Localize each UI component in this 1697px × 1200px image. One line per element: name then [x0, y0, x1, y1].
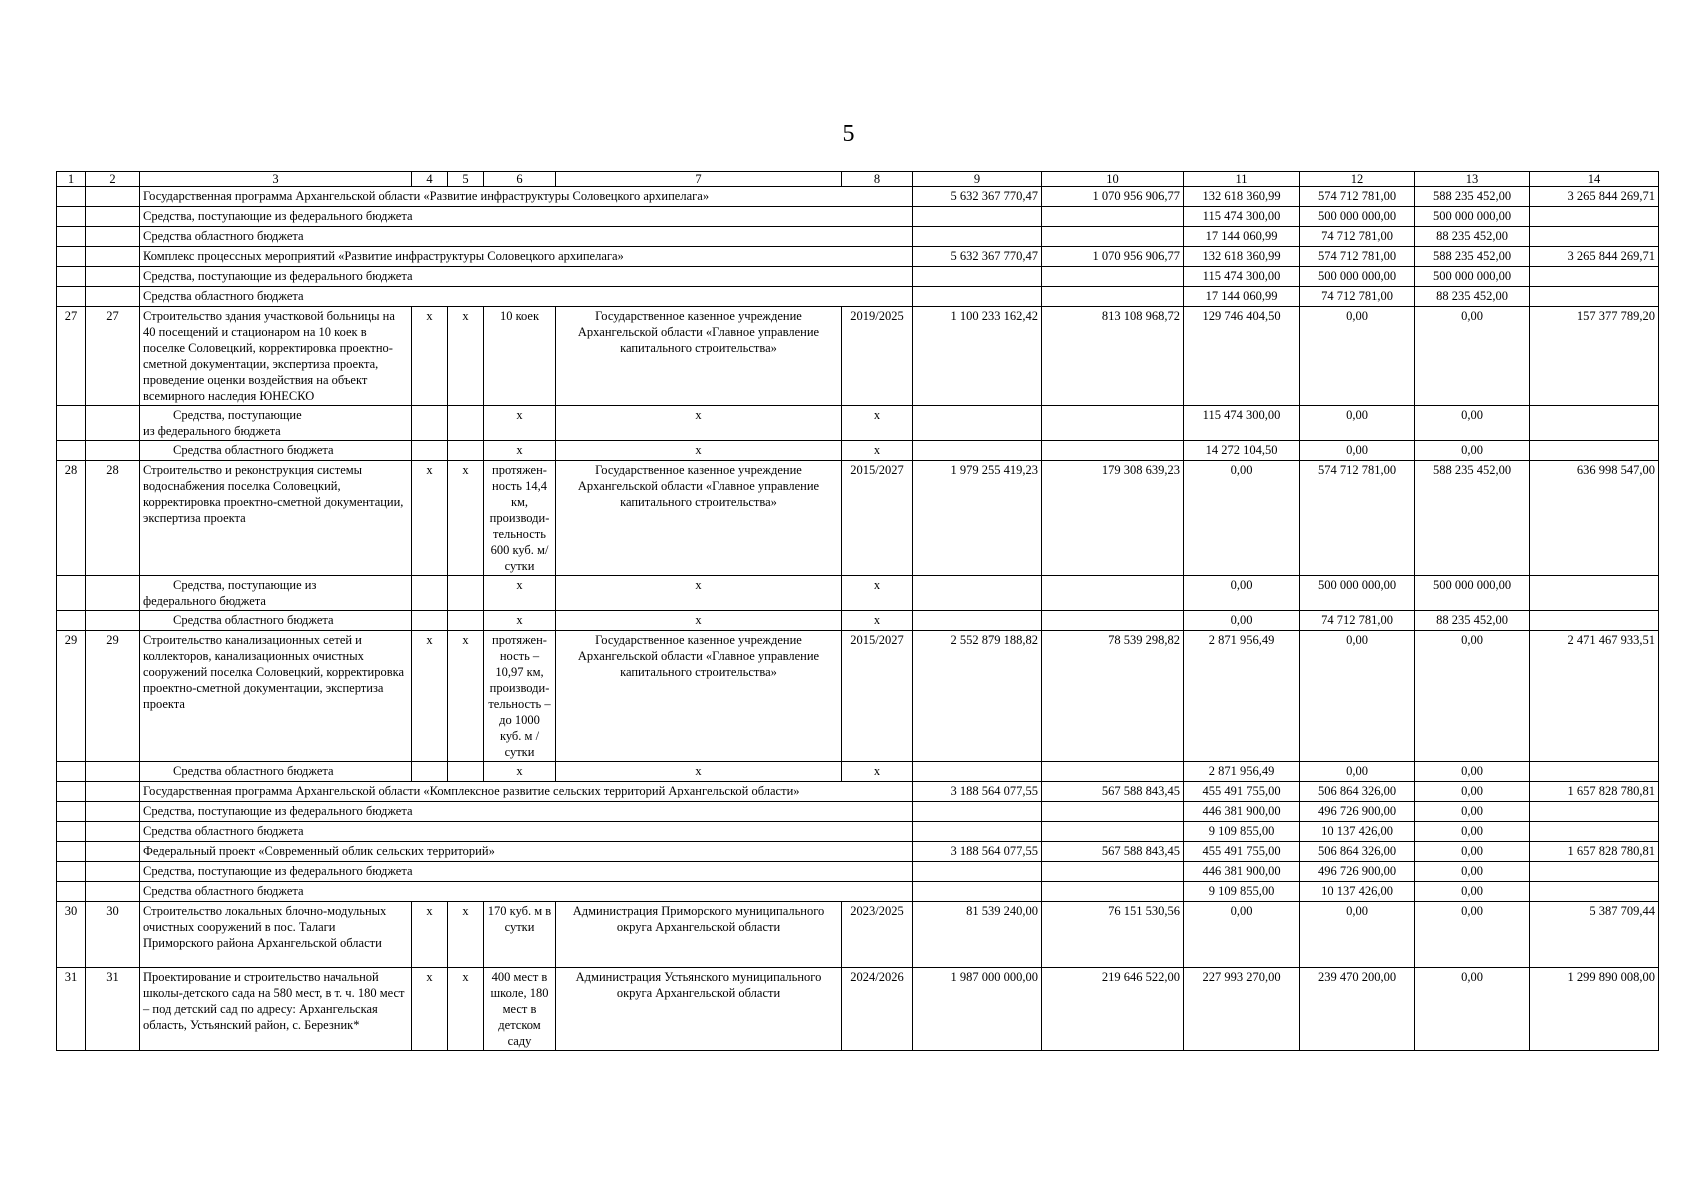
amount-cell: 14 272 104,50: [1184, 441, 1300, 461]
empty-cell: [913, 611, 1042, 631]
marker-cell: х: [484, 611, 556, 631]
object-name-cell: Строительство здания участковой больницы на 40 посещений и стационаром на 10 коек в поселке Соловецкий, корректировка проектно-сметной документации, экспертиза проекта, проведение оценки воздействия на объект всемирного наследия ЮНЕСКО: [140, 307, 412, 406]
empty-cell: [57, 802, 86, 822]
amount-cell: [1530, 227, 1659, 247]
empty-cell: [86, 406, 140, 441]
empty-cell: [1042, 406, 1184, 441]
amount-cell: [1042, 287, 1184, 307]
empty-cell: [86, 247, 140, 267]
marker-cell: х: [412, 631, 448, 762]
table-row: [57, 267, 1659, 287]
empty-cell: [57, 267, 86, 287]
empty-cell: [1042, 576, 1184, 611]
funding-source-label: Средства областного бюджета: [173, 764, 334, 778]
empty-cell: [448, 441, 484, 461]
empty-cell: [1530, 406, 1659, 441]
amount-cell: 74 712 781,00: [1300, 287, 1415, 307]
amount-cell: 2 871 956,49: [1184, 631, 1300, 762]
amount-cell: 455 491 755,00: [1184, 842, 1300, 862]
section-title-cell: Средства областного бюджета: [140, 287, 913, 307]
marker-cell: х: [484, 762, 556, 782]
amount-cell: 500 000 000,00: [1415, 267, 1530, 287]
empty-cell: [86, 287, 140, 307]
amount-cell: 5 632 367 770,47: [913, 187, 1042, 207]
amount-cell: 132 618 360,99: [1184, 247, 1300, 267]
section-title-cell: Средства, поступающие из федерального бюджета: [140, 802, 913, 822]
amount-cell: 1 070 956 906,77: [1042, 247, 1184, 267]
amount-cell: 88 235 452,00: [1415, 227, 1530, 247]
row-number-cell: 29: [86, 631, 140, 762]
empty-cell: [86, 227, 140, 247]
table-row: [57, 631, 1659, 762]
amount-cell: 0,00: [1415, 441, 1530, 461]
amount-cell: 636 998 547,00: [1530, 461, 1659, 576]
table-row: [57, 611, 1659, 631]
empty-cell: [57, 882, 86, 902]
empty-cell: [448, 762, 484, 782]
empty-cell: [86, 187, 140, 207]
amount-cell: 3 265 844 269,71: [1530, 247, 1659, 267]
capacity-cell: 400 мест в школе, 180 мест в детском саду: [484, 968, 556, 1051]
amount-cell: 74 712 781,00: [1300, 611, 1415, 631]
section-title-cell: Средства областного бюджета: [140, 822, 913, 842]
row-number-cell: 31: [86, 968, 140, 1051]
period-cell: 2024/2026: [842, 968, 913, 1051]
amount-cell: 74 712 781,00: [1300, 227, 1415, 247]
empty-cell: [57, 187, 86, 207]
amount-cell: 0,00: [1415, 902, 1530, 968]
marker-cell: х: [842, 762, 913, 782]
amount-cell: 500 000 000,00: [1415, 207, 1530, 227]
column-number-cell: 7: [556, 172, 842, 187]
amount-cell: 9 109 855,00: [1184, 882, 1300, 902]
marker-cell: х: [448, 461, 484, 576]
empty-cell: [86, 822, 140, 842]
table-body: [57, 172, 1659, 1051]
amount-cell: 0,00: [1415, 782, 1530, 802]
amount-cell: 455 491 755,00: [1184, 782, 1300, 802]
period-cell: 2015/2027: [842, 461, 913, 576]
funding-source-label: Средства областного бюджета: [173, 443, 334, 457]
amount-cell: 567 588 843,45: [1042, 782, 1184, 802]
empty-cell: [86, 611, 140, 631]
empty-cell: [448, 611, 484, 631]
section-title-cell: Средства, поступающие из федерального бюджета: [140, 207, 913, 227]
column-number-cell: 9: [913, 172, 1042, 187]
funding-source-cell: [140, 611, 412, 631]
customer-cell: Администрация Приморского муниципального округа Архангельской области: [556, 902, 842, 968]
amount-cell: 0,00: [1184, 611, 1300, 631]
amount-cell: [1530, 802, 1659, 822]
column-number-cell: 10: [1042, 172, 1184, 187]
amount-cell: 0,00: [1415, 822, 1530, 842]
empty-cell: [57, 247, 86, 267]
amount-cell: 10 137 426,00: [1300, 822, 1415, 842]
amount-cell: 5 632 367 770,47: [913, 247, 1042, 267]
column-number-cell: 13: [1415, 172, 1530, 187]
period-cell: 2023/2025: [842, 902, 913, 968]
funding-source-label-cont: из федерального бюджета: [143, 424, 281, 438]
empty-cell: [57, 862, 86, 882]
amount-cell: 0,00: [1415, 406, 1530, 441]
amount-cell: 2 552 879 188,82: [913, 631, 1042, 762]
column-number-row: [57, 172, 1659, 187]
empty-cell: [448, 576, 484, 611]
amount-cell: [1530, 882, 1659, 902]
customer-cell: Государственное казенное учреждение Архангельской области «Главное управление капитального строительства»: [556, 307, 842, 406]
empty-cell: [1042, 441, 1184, 461]
empty-cell: [1530, 441, 1659, 461]
amount-cell: 129 746 404,50: [1184, 307, 1300, 406]
marker-cell: х: [484, 576, 556, 611]
table-row: [57, 406, 1659, 441]
marker-cell: х: [556, 576, 842, 611]
amount-cell: 227 993 270,00: [1184, 968, 1300, 1051]
marker-cell: х: [556, 611, 842, 631]
table-row: [57, 207, 1659, 227]
table-row: [57, 882, 1659, 902]
table-row: [57, 307, 1659, 406]
row-number-cell: 30: [57, 902, 86, 968]
marker-cell: х: [448, 631, 484, 762]
amount-cell: 88 235 452,00: [1415, 611, 1530, 631]
customer-cell: Государственное казенное учреждение Архангельской области «Главное управление капитального строительства»: [556, 631, 842, 762]
amount-cell: 132 618 360,99: [1184, 187, 1300, 207]
row-number-cell: 30: [86, 902, 140, 968]
amount-cell: 179 308 639,23: [1042, 461, 1184, 576]
empty-cell: [86, 782, 140, 802]
empty-cell: [1530, 611, 1659, 631]
amount-cell: 2 471 467 933,51: [1530, 631, 1659, 762]
amount-cell: 506 864 326,00: [1300, 842, 1415, 862]
amount-cell: [1530, 207, 1659, 227]
amount-cell: 0,00: [1415, 631, 1530, 762]
amount-cell: 157 377 789,20: [1530, 307, 1659, 406]
amount-cell: 574 712 781,00: [1300, 247, 1415, 267]
marker-cell: х: [412, 461, 448, 576]
amount-cell: 1 979 255 419,23: [913, 461, 1042, 576]
marker-cell: х: [412, 307, 448, 406]
amount-cell: [1042, 267, 1184, 287]
amount-cell: [913, 862, 1042, 882]
table-row: [57, 782, 1659, 802]
empty-cell: [57, 287, 86, 307]
funding-source-label: Средства областного бюджета: [173, 613, 334, 627]
funding-source-cell: [140, 762, 412, 782]
amount-cell: 1 657 828 780,81: [1530, 842, 1659, 862]
page-number: 5: [842, 121, 855, 147]
amount-cell: 0,00: [1184, 576, 1300, 611]
column-number-cell: 3: [140, 172, 412, 187]
amount-cell: 10 137 426,00: [1300, 882, 1415, 902]
marker-cell: х: [448, 968, 484, 1051]
empty-cell: [412, 576, 448, 611]
amount-cell: [913, 822, 1042, 842]
empty-cell: [57, 441, 86, 461]
budget-table: [56, 171, 1659, 1051]
amount-cell: 0,00: [1415, 842, 1530, 862]
amount-cell: 81 539 240,00: [913, 902, 1042, 968]
row-number-cell: 27: [57, 307, 86, 406]
object-name-cell: Строительство канализационных сетей и коллекторов, канализационных очистных сооружений поселка Соловецкий, корректировка проектно-сметной документации, экспертиза проекта: [140, 631, 412, 762]
amount-cell: [1042, 227, 1184, 247]
empty-cell: [57, 406, 86, 441]
empty-cell: [412, 441, 448, 461]
amount-cell: [1042, 207, 1184, 227]
amount-cell: 5 387 709,44: [1530, 902, 1659, 968]
empty-cell: [86, 576, 140, 611]
marker-cell: х: [484, 406, 556, 441]
table-row: [57, 227, 1659, 247]
object-name-cell: Строительство и реконструкция системы водоснабжения поселка Соловецкий, корректировка проектно-сметной документации, экспертиза проекта: [140, 461, 412, 576]
marker-cell: х: [556, 441, 842, 461]
amount-cell: 588 235 452,00: [1415, 247, 1530, 267]
marker-cell: х: [556, 762, 842, 782]
amount-cell: 3 188 564 077,55: [913, 842, 1042, 862]
empty-cell: [86, 862, 140, 882]
funding-source-cell: [140, 406, 412, 441]
section-title-cell: Средства, поступающие из федерального бюджета: [140, 267, 913, 287]
marker-cell: х: [842, 576, 913, 611]
amount-cell: 3 188 564 077,55: [913, 782, 1042, 802]
amount-cell: 0,00: [1300, 762, 1415, 782]
amount-cell: 17 144 060,99: [1184, 227, 1300, 247]
empty-cell: [57, 611, 86, 631]
section-title-cell: Государственная программа Архангельской области «Развитие инфраструктуры Соловецкого архипелага»: [140, 187, 913, 207]
empty-cell: [412, 762, 448, 782]
amount-cell: [1530, 287, 1659, 307]
marker-cell: х: [842, 406, 913, 441]
amount-cell: 0,00: [1300, 441, 1415, 461]
amount-cell: 115 474 300,00: [1184, 406, 1300, 441]
section-title-cell: Государственная программа Архангельской области «Комплексное развитие сельских территорий Архангельской области»: [140, 782, 913, 802]
amount-cell: [913, 287, 1042, 307]
amount-cell: 0,00: [1184, 461, 1300, 576]
empty-cell: [57, 762, 86, 782]
empty-cell: [913, 441, 1042, 461]
amount-cell: [1530, 267, 1659, 287]
table-row: [57, 441, 1659, 461]
section-title-cell: Федеральный проект «Современный облик сельских территорий»: [140, 842, 913, 862]
row-number-cell: 28: [57, 461, 86, 576]
marker-cell: х: [842, 441, 913, 461]
table-row: [57, 822, 1659, 842]
empty-cell: [1530, 762, 1659, 782]
empty-cell: [1042, 611, 1184, 631]
marker-cell: х: [842, 611, 913, 631]
amount-cell: 0,00: [1415, 882, 1530, 902]
amount-cell: 0,00: [1300, 631, 1415, 762]
amount-cell: [1042, 862, 1184, 882]
column-number-cell: 12: [1300, 172, 1415, 187]
object-name-cell: Строительство локальных блочно-модульных очистных сооружений в пос. Талаги Приморского района Архангельской области: [140, 902, 412, 968]
amount-cell: [1042, 802, 1184, 822]
empty-cell: [57, 782, 86, 802]
amount-cell: [913, 267, 1042, 287]
funding-source-cell: [140, 576, 412, 611]
empty-cell: [86, 207, 140, 227]
empty-cell: [913, 576, 1042, 611]
column-number-cell: 2: [86, 172, 140, 187]
empty-cell: [1042, 762, 1184, 782]
section-title-cell: Средства областного бюджета: [140, 227, 913, 247]
amount-cell: 1 657 828 780,81: [1530, 782, 1659, 802]
column-number-cell: 1: [57, 172, 86, 187]
table-row: [57, 461, 1659, 576]
empty-cell: [86, 802, 140, 822]
amount-cell: 500 000 000,00: [1300, 576, 1415, 611]
amount-cell: 500 000 000,00: [1300, 267, 1415, 287]
column-number-cell: 8: [842, 172, 913, 187]
amount-cell: 574 712 781,00: [1300, 461, 1415, 576]
amount-cell: 574 712 781,00: [1300, 187, 1415, 207]
amount-cell: 0,00: [1184, 902, 1300, 968]
empty-cell: [57, 227, 86, 247]
amount-cell: 76 151 530,56: [1042, 902, 1184, 968]
amount-cell: 1 070 956 906,77: [1042, 187, 1184, 207]
table-row: [57, 762, 1659, 782]
capacity-cell: протяжен-ность – 10,97 км, производи-тельность – до 1000 куб. м / сутки: [484, 631, 556, 762]
row-number-cell: 29: [57, 631, 86, 762]
amount-cell: 588 235 452,00: [1415, 187, 1530, 207]
column-number-cell: 11: [1184, 172, 1300, 187]
section-title-cell: Средства областного бюджета: [140, 882, 913, 902]
amount-cell: 0,00: [1415, 307, 1530, 406]
amount-cell: 1 299 890 008,00: [1530, 968, 1659, 1051]
customer-cell: Администрация Устьянского муниципального округа Архангельской области: [556, 968, 842, 1051]
amount-cell: 0,00: [1415, 802, 1530, 822]
table-row: [57, 247, 1659, 267]
marker-cell: х: [448, 902, 484, 968]
empty-cell: [86, 882, 140, 902]
amount-cell: 500 000 000,00: [1415, 576, 1530, 611]
amount-cell: 0,00: [1415, 862, 1530, 882]
section-title-cell: Комплекс процессных мероприятий «Развитие инфраструктуры Соловецкого архипелага»: [140, 247, 913, 267]
empty-cell: [913, 762, 1042, 782]
capacity-cell: 10 коек: [484, 307, 556, 406]
empty-cell: [57, 842, 86, 862]
object-name-cell: Проектирование и строительство начальной школы-детского сада на 580 мест, в т. ч. 180 мест – под детский сад по адресу: Архангельская область, Устьянский район, с. Березник*: [140, 968, 412, 1051]
empty-cell: [86, 267, 140, 287]
amount-cell: 0,00: [1300, 406, 1415, 441]
table-row: [57, 842, 1659, 862]
table-row: [57, 576, 1659, 611]
empty-cell: [412, 406, 448, 441]
amount-cell: 115 474 300,00: [1184, 207, 1300, 227]
amount-cell: 78 539 298,82: [1042, 631, 1184, 762]
amount-cell: [913, 802, 1042, 822]
section-title-cell: Средства, поступающие из федерального бюджета: [140, 862, 913, 882]
amount-cell: [1530, 862, 1659, 882]
amount-cell: [913, 227, 1042, 247]
capacity-cell: 170 куб. м в сутки: [484, 902, 556, 968]
amount-cell: 496 726 900,00: [1300, 802, 1415, 822]
amount-cell: [1042, 882, 1184, 902]
table-row: [57, 802, 1659, 822]
amount-cell: 9 109 855,00: [1184, 822, 1300, 842]
amount-cell: 1 100 233 162,42: [913, 307, 1042, 406]
amount-cell: 0,00: [1300, 902, 1415, 968]
amount-cell: 446 381 900,00: [1184, 862, 1300, 882]
amount-cell: 239 470 200,00: [1300, 968, 1415, 1051]
empty-cell: [57, 207, 86, 227]
marker-cell: х: [484, 441, 556, 461]
amount-cell: 2 871 956,49: [1184, 762, 1300, 782]
column-number-cell: 14: [1530, 172, 1659, 187]
empty-cell: [86, 842, 140, 862]
marker-cell: х: [412, 968, 448, 1051]
marker-cell: х: [448, 307, 484, 406]
column-number-cell: 5: [448, 172, 484, 187]
funding-source-cell: [140, 441, 412, 461]
marker-cell: х: [556, 406, 842, 441]
amount-cell: 17 144 060,99: [1184, 287, 1300, 307]
column-number-cell: 6: [484, 172, 556, 187]
amount-cell: 813 108 968,72: [1042, 307, 1184, 406]
amount-cell: 219 646 522,00: [1042, 968, 1184, 1051]
amount-cell: 506 864 326,00: [1300, 782, 1415, 802]
amount-cell: 1 987 000 000,00: [913, 968, 1042, 1051]
amount-cell: [1530, 822, 1659, 842]
period-cell: 2015/2027: [842, 631, 913, 762]
empty-cell: [913, 406, 1042, 441]
empty-cell: [86, 441, 140, 461]
empty-cell: [86, 762, 140, 782]
funding-source-label: Средства, поступающие: [173, 408, 302, 422]
empty-cell: [412, 611, 448, 631]
amount-cell: 500 000 000,00: [1300, 207, 1415, 227]
amount-cell: 588 235 452,00: [1415, 461, 1530, 576]
table-row: [57, 187, 1659, 207]
row-number-cell: 31: [57, 968, 86, 1051]
table-row: [57, 902, 1659, 968]
period-cell: 2019/2025: [842, 307, 913, 406]
table-row: [57, 862, 1659, 882]
empty-cell: [57, 576, 86, 611]
amount-cell: 115 474 300,00: [1184, 267, 1300, 287]
capacity-cell: протяжен-ность 14,4 км, производи-тельность 600 куб. м/ сутки: [484, 461, 556, 576]
marker-cell: х: [412, 902, 448, 968]
empty-cell: [448, 406, 484, 441]
funding-source-label-cont: федерального бюджета: [143, 594, 266, 608]
amount-cell: 0,00: [1415, 968, 1530, 1051]
amount-cell: 3 265 844 269,71: [1530, 187, 1659, 207]
amount-cell: 496 726 900,00: [1300, 862, 1415, 882]
column-number-cell: 4: [412, 172, 448, 187]
amount-cell: 567 588 843,45: [1042, 842, 1184, 862]
table-row: [57, 968, 1659, 1051]
amount-cell: 88 235 452,00: [1415, 287, 1530, 307]
amount-cell: 446 381 900,00: [1184, 802, 1300, 822]
amount-cell: [913, 207, 1042, 227]
amount-cell: [1042, 822, 1184, 842]
empty-cell: [57, 822, 86, 842]
table-row: [57, 287, 1659, 307]
customer-cell: Государственное казенное учреждение Архангельской области «Главное управление капитального строительства»: [556, 461, 842, 576]
amount-cell: 0,00: [1415, 762, 1530, 782]
amount-cell: [913, 882, 1042, 902]
amount-cell: 0,00: [1300, 307, 1415, 406]
row-number-cell: 28: [86, 461, 140, 576]
empty-cell: [1530, 576, 1659, 611]
row-number-cell: 27: [86, 307, 140, 406]
funding-source-label: Средства, поступающие из: [173, 578, 317, 592]
